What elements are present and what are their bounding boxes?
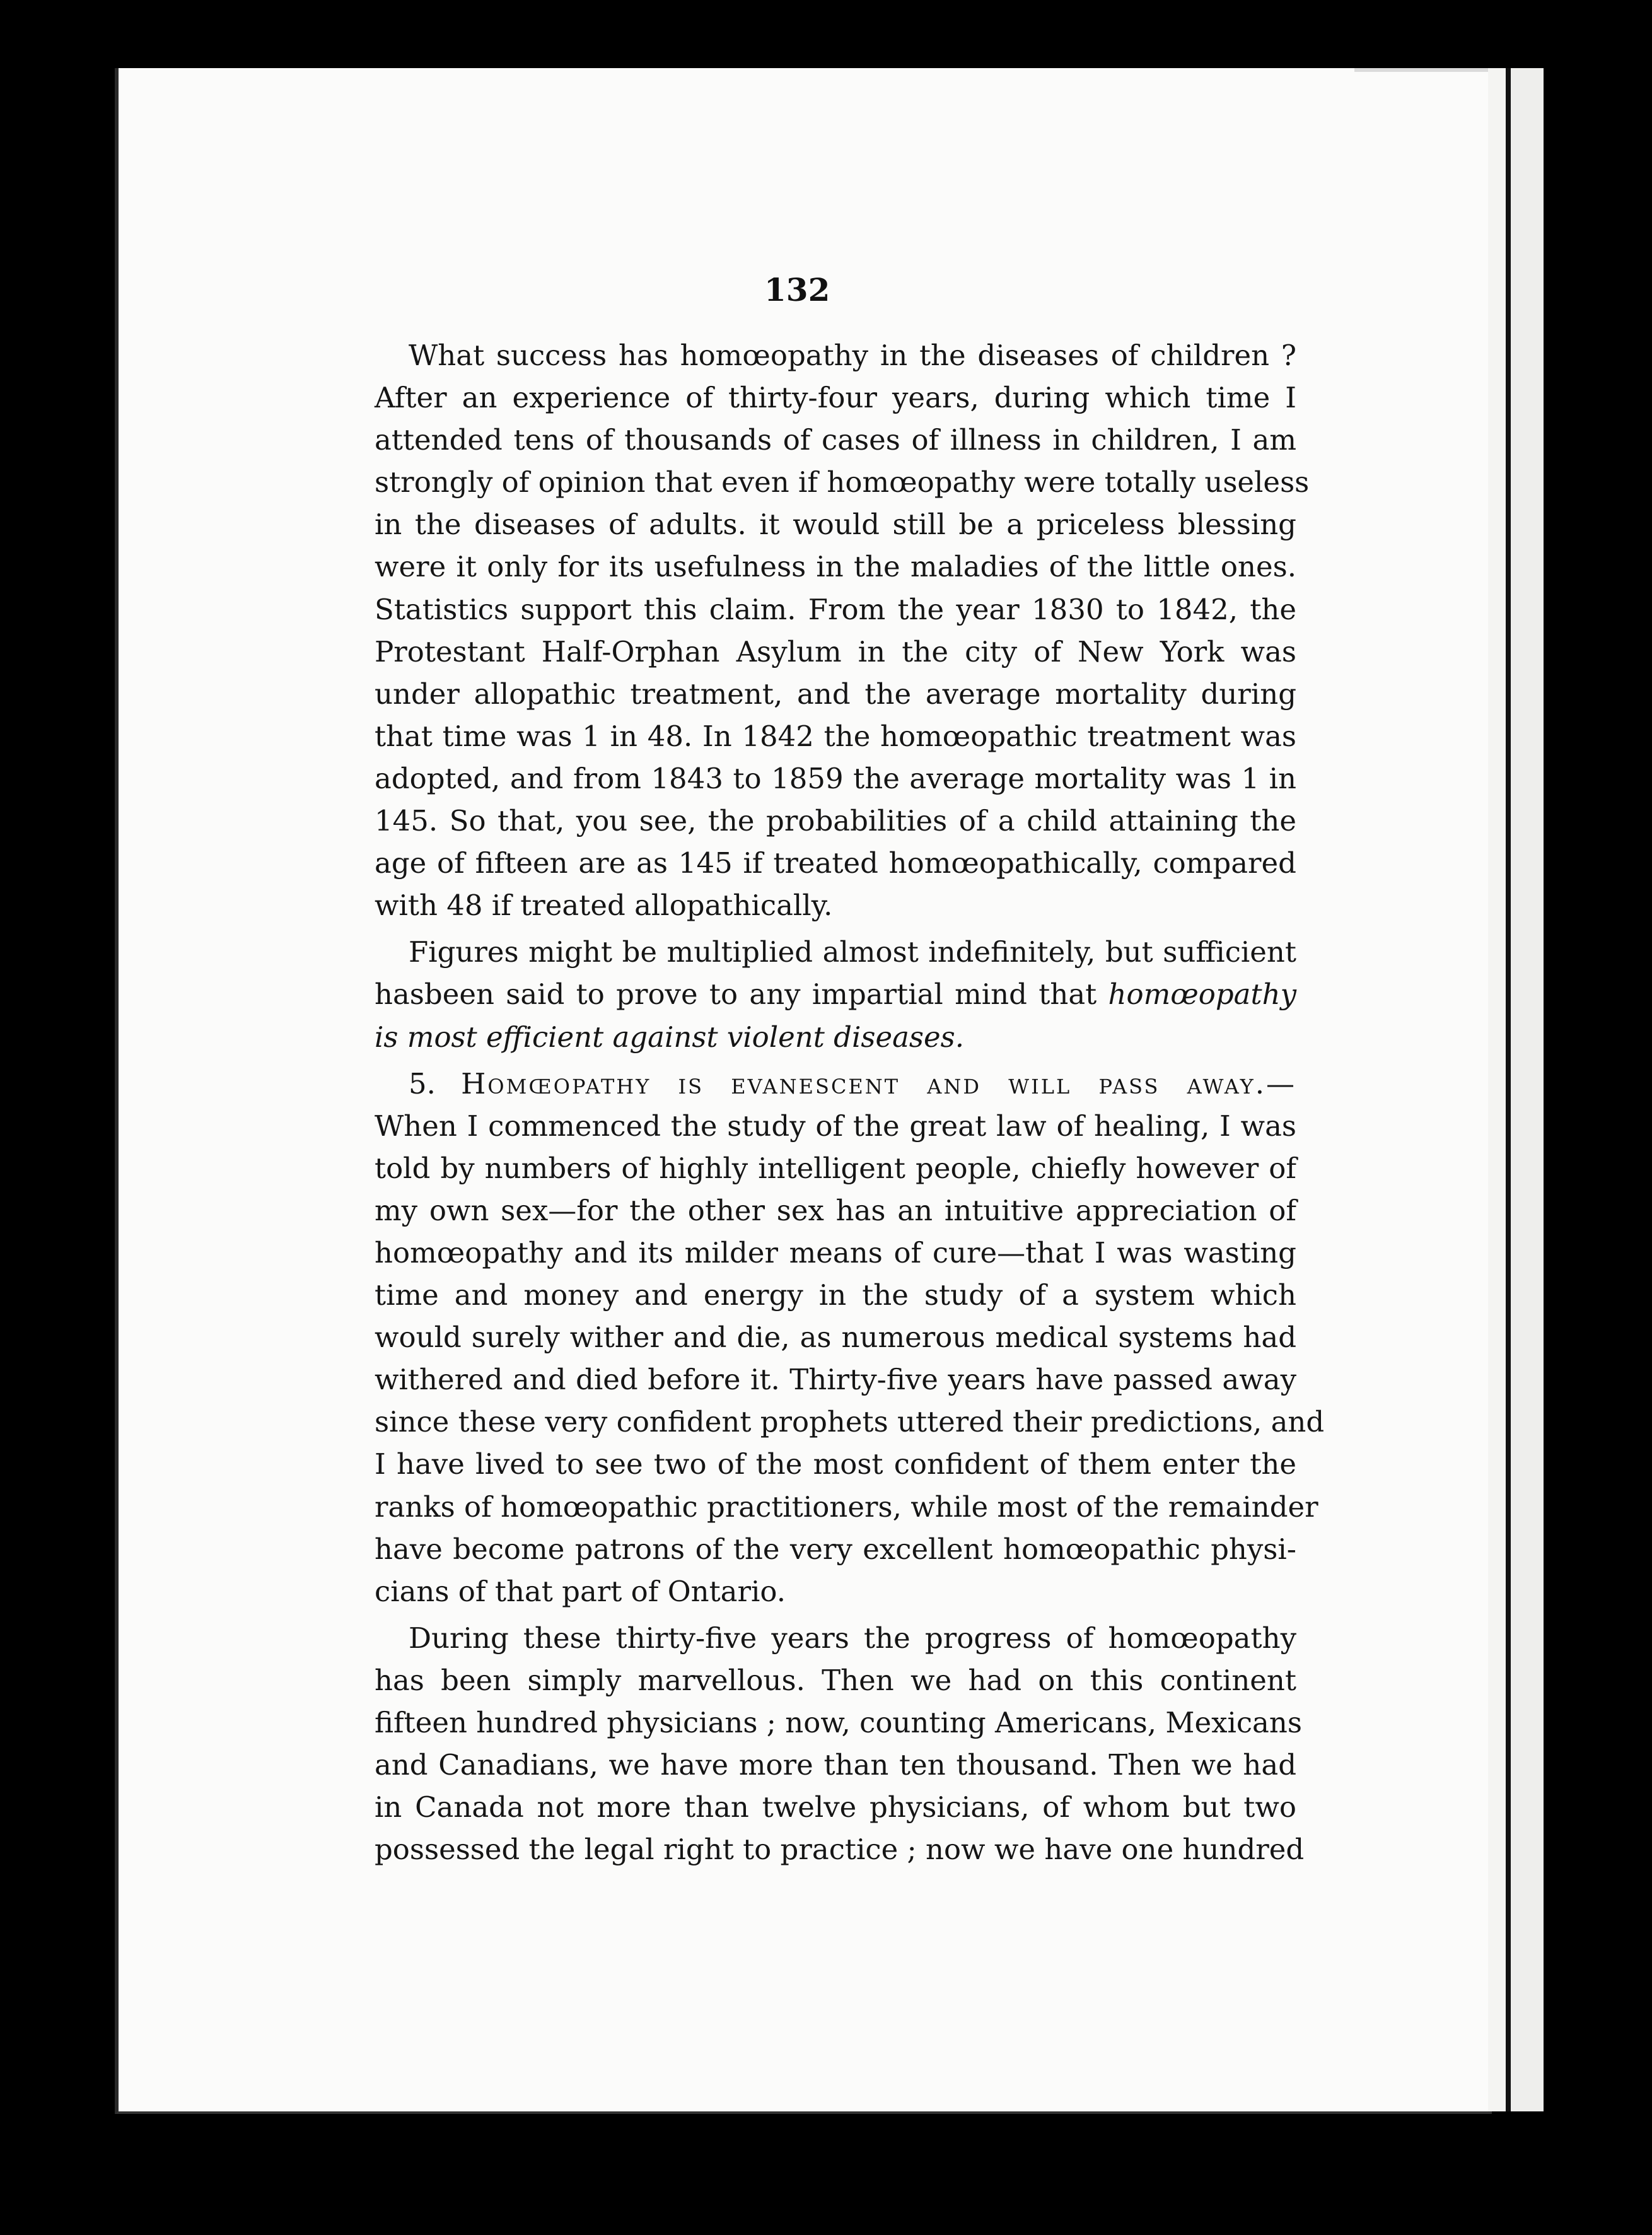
text-line: After an experience of thirty-four years, during which time I [375,381,1296,415]
page-number: 132 [764,271,830,308]
text-line: possessed the legal right to practice ; now we have one hundred [375,1833,1305,1867]
text-line: in Canada not more than twelve physicians, of whom but two [375,1790,1296,1824]
emphasis-text: is most efficient against violent diseases. [375,1020,965,1054]
text-line [375,973,1296,1015]
adjacent-page-strip [1506,68,1544,2111]
text-line: homœopathy and its milder means of cure—that I was wasting [375,1235,1296,1269]
text-line: with 48 if treated allopathically. [375,889,833,923]
paragraph-figures [375,931,1296,1058]
text-line: were it only for its usefulness in the maladies of the little ones. [375,550,1296,584]
paragraph-progress [375,1617,1305,1871]
text-line: cians of that part of Ontario. [375,1574,786,1608]
text-line: During these thirty-five years the progress of homœopathy [409,1621,1296,1655]
paragraph-children-diseases [375,334,1310,926]
text-line: ranks of homœopathic practitioners, while most of the remainder [375,1490,1318,1524]
text-line: Figures might be multiplied almost indefinitely, but sufficient [409,935,1296,969]
text-line: would surely wither and die, as numerous medical systems had [375,1321,1296,1355]
text-line: 145. So that, you see, the probabilities of a child attaining the [375,804,1296,838]
text-line: I have lived to see two of the most confident of them enter the [375,1447,1296,1481]
text-line: have become patrons of the very excellent homœopathic physi- [375,1532,1296,1566]
text-line: and Canadians, we have more than ten thousand. Then we had [375,1748,1296,1782]
section-heading [375,1063,1296,1105]
emphasis-text: homœopathy [1108,977,1296,1012]
text-line: time and money and energy in the study of a system which [375,1278,1296,1312]
text-line: since these very confident prophets uttered their predictions, and [375,1405,1325,1439]
text-line: When I commenced the study of the great law of healing, I was [375,1109,1296,1143]
paragraph-evanescent [375,1063,1325,1613]
text-line: withered and died before it. Thirty-five years have passed away [375,1363,1296,1397]
text-line: What success has homœopathy in the diseases of children ? [409,339,1296,372]
text-line: fifteen hundred physicians ; now, counting Americans, Mexicans [375,1706,1302,1739]
page-edge [1488,68,1506,2111]
text-line: told by numbers of highly intelligent people, chiefly however of [375,1151,1296,1185]
text-line: attended tens of thousands of cases of illness in children, I am [375,423,1296,457]
section-number: 5. [409,1066,462,1100]
text-line: that time was 1 in 48. In 1842 the homœopathic treatment was [375,719,1296,753]
text-line: my own sex—for the other sex has an intuitive appreciation of [375,1193,1296,1227]
text-line: under allopathic treatment, and the average mortality during [375,677,1296,711]
text-line: Protestant Half-Orphan Asylum in the city of New York was [375,634,1296,668]
text-line: age of fifteen are as 145 if treated homœopathically, compared [375,846,1296,880]
text-line: strongly of opinion that even if homœopathy were totally useless [375,465,1310,499]
text-run: hasbeen said to prove to any impartial mind that [375,977,1108,1012]
page-body [375,334,1325,1875]
text-line: in the diseases of adults. it would still be a priceless blessing [375,508,1296,542]
text-line: has been simply marvellous. Then we had on this continent [375,1663,1296,1697]
text-line: adopted, and from 1843 to 1859 the average mortality was 1 in [375,761,1296,795]
text-line: Statistics support this claim. From the year 1830 to 1842, the [375,592,1296,626]
section-title: Homœopathy is evanescent and will pass away.— [461,1066,1296,1100]
